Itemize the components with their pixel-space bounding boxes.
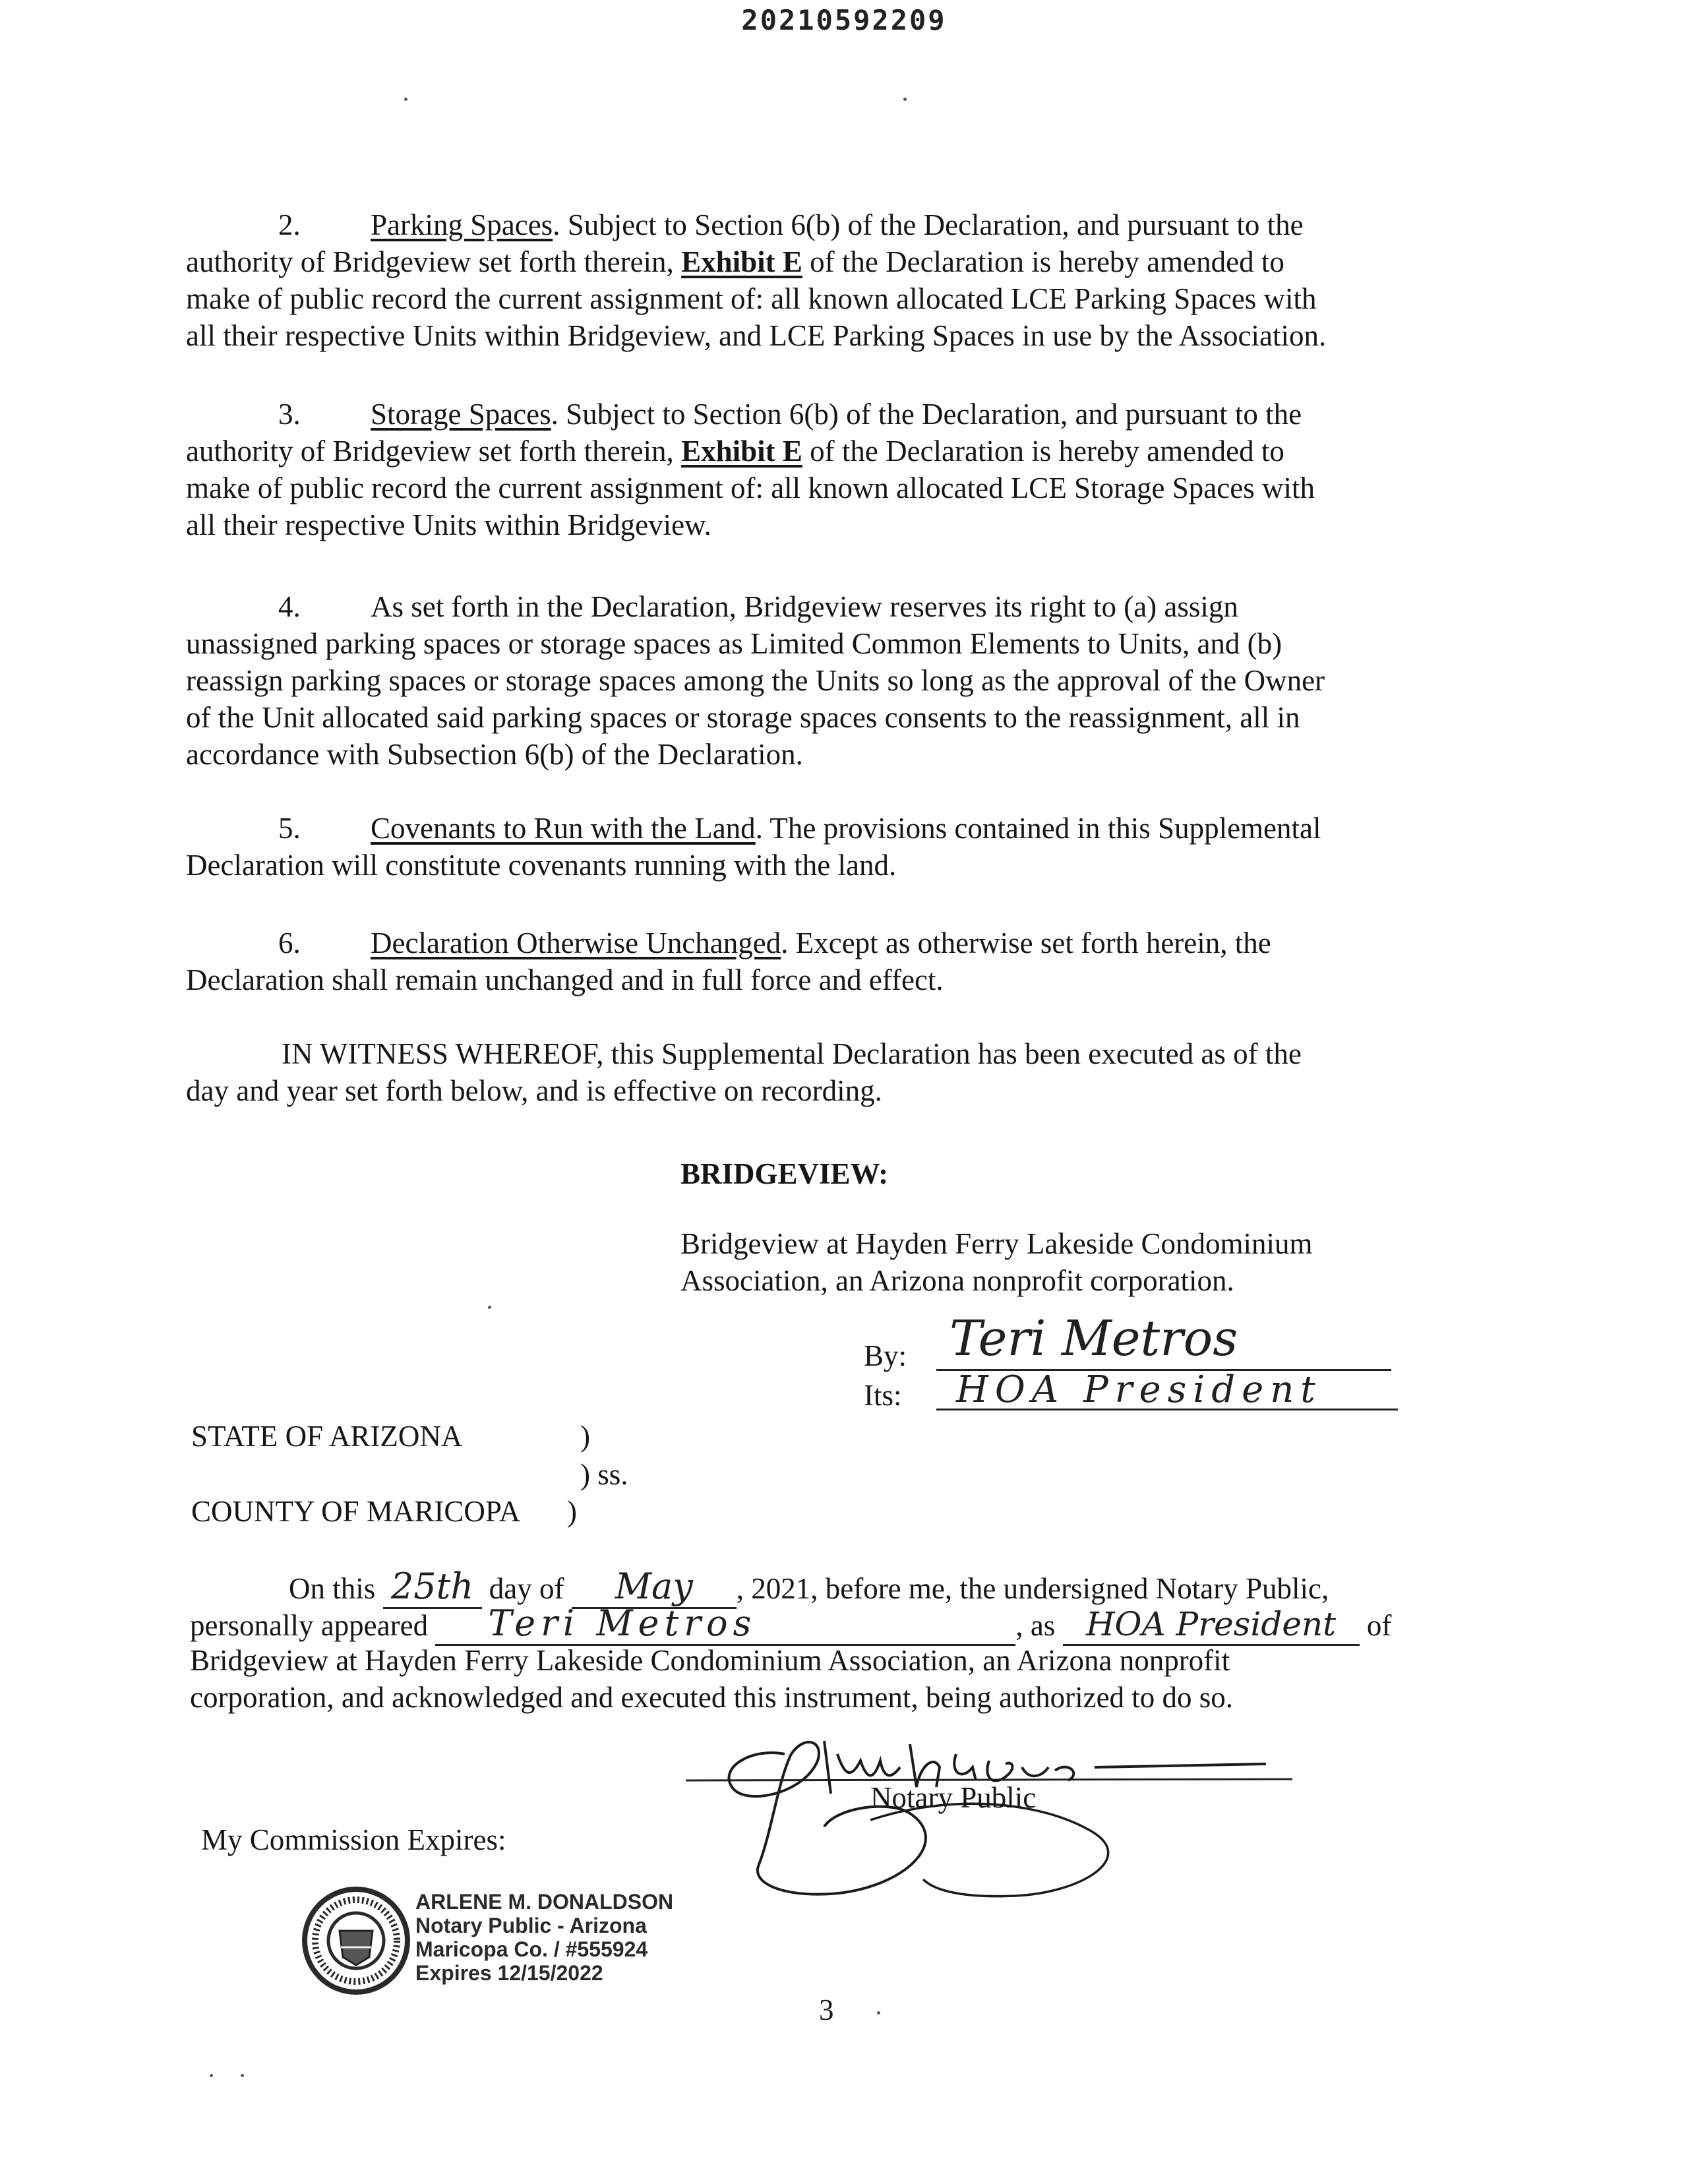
acknowledgment-line-3: Bridgeview at Hayden Ferry Lakeside Condominium Association, an Arizona nonprofit [190, 1644, 1230, 1677]
paragraph-title: Parking Spaces [371, 208, 553, 241]
paragraph-title: Storage Spaces [371, 398, 551, 431]
acknowledgment-line-4: corporation, and acknowledged and executed this instrument, being authorized to do so. [190, 1681, 1234, 1714]
venue-paren-top: ) [580, 1420, 590, 1453]
venue-paren-bottom: ) [567, 1495, 577, 1528]
notary-seal-icon [300, 1885, 412, 1997]
its-label: Its: [864, 1379, 902, 1412]
entity-name: Bridgeview at Hayden Ferry Lakeside Condominium Association, an Arizona nonprofit corporation. [680, 1227, 1313, 1297]
scan-speck [210, 2074, 213, 2077]
paragraph-number: 4. [278, 590, 301, 623]
scan-speck [488, 1306, 491, 1309]
paragraph-title: Declaration Otherwise Unchanged [371, 926, 781, 959]
entity-heading: BRIDGEVIEW: [680, 1157, 889, 1190]
paragraph-3: 3. Storage Spaces. Subject to Section 6(b) of the Declaration, and pursuant to the authority of Bridgeview set forth therein, Exhibit E of the Declaration is hereby amended to make of public record the current assignment of: all known allocated LCE Storage Spaces with all their respective Units within Bridgeview. [186, 396, 1459, 543]
venue-county: COUNTY OF MARICOPA [191, 1495, 521, 1528]
handwritten-day: 25th [390, 1565, 474, 1607]
by-label: By: [864, 1339, 907, 1372]
venue-ss: ) ss. [580, 1458, 628, 1491]
page-number: 3 [819, 1993, 834, 2026]
scan-speck [877, 2011, 880, 2015]
signer-signature: Teri Metros [950, 1310, 1238, 1367]
exhibit-reference: Exhibit E [681, 245, 802, 278]
handwritten-title: HOA President [1085, 1605, 1337, 1643]
handwritten-name: Teri Metros [488, 1602, 757, 1644]
paragraph-2: 2. Parking Spaces. Subject to Section 6(b) of the Declaration, and pursuant to the authority of Bridgeview set forth therein, Exhibit E of the Declaration is hereby amended to make of public record the current assignment of: all known allocated LCE Parking Spaces with all their respective Units within Bridgeview, and LCE Parking Spaces in use by the Association. [186, 206, 1459, 354]
paragraph-number: 5. [278, 812, 301, 845]
paragraph-title: Covenants to Run with the Land [371, 812, 756, 845]
acknowledgment-line-2: personally appeared Teri Metros , as HOA President of [190, 1605, 1391, 1646]
paragraph-number: 2. [278, 208, 301, 241]
witness-clause: IN WITNESS WHEREOF, this Supplemental Declaration has been executed as of the day and year set forth below, and is effective on recording. [186, 1037, 1302, 1107]
scan-speck [241, 2074, 244, 2077]
scan-speck [404, 98, 407, 101]
scan-speck [903, 98, 907, 101]
paragraph-4: 4. As set forth in the Declaration, Bridgeview reserves its right to (a) assign unassigned parking spaces or storage spaces as Limited Common Elements to Units, and (b) reassign parking spaces or storage spaces among the Units so long as the approval of the Owner of the Unit allocated said parking spaces or storage spaces consents to the reassignment, all in accordance with Subsection 6(b) of the Declaration. [186, 588, 1459, 773]
exhibit-reference: Exhibit E [681, 435, 802, 468]
handwritten-month: May [615, 1565, 693, 1607]
signer-title-handwritten: HOA President [956, 1368, 1322, 1411]
paragraph-6: 6. Declaration Otherwise Unchanged. Except as otherwise set forth herein, the Declaration shall remain unchanged and in full force and effect. [186, 925, 1459, 998]
venue-state: STATE OF ARIZONA [191, 1420, 463, 1453]
paragraph-5: 5. Covenants to Run with the Land. The provisions contained in this Supplemental Declaration will constitute covenants running with the land. [186, 810, 1459, 884]
commission-expires-label: My Commission Expires: [201, 1823, 506, 1856]
paragraph-number: 3. [278, 398, 301, 431]
paragraph-number: 6. [278, 926, 301, 959]
notary-stamp: ARLENE M. DONALDSON Notary Public - Arizona Maricopa Co. / #555924 Expires 12/15/2022 [415, 1890, 674, 1985]
document-number: 20210592209 [741, 4, 947, 36]
notary-caption: Notary Public [870, 1781, 1037, 1814]
acknowledgment-line-1: On this 25th day of May , 2021, before me, the undersigned Notary Public, [289, 1568, 1329, 1609]
